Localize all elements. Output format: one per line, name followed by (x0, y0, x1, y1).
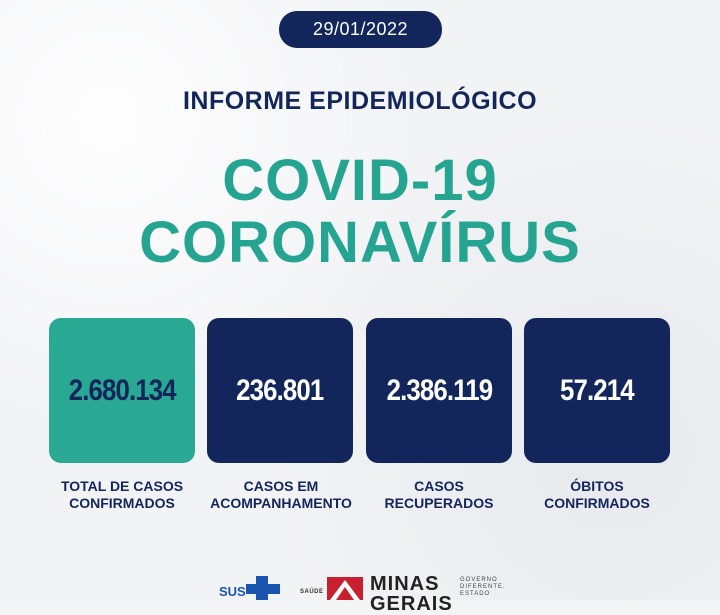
stat-card-recovered (366, 318, 512, 463)
sus-cross-icon (246, 576, 282, 600)
stat-value-total-confirmed: 2.680.134 (68, 373, 176, 407)
stat-label-total-confirmed: TOTAL DE CASOS CONFIRMADOS (60, 478, 184, 511)
stat-value-deaths: 57.214 (560, 373, 634, 407)
stat-value-monitoring: 236.801 (236, 373, 324, 407)
report-subtitle: INFORME EPIDEMIOLÓGICO (182, 87, 538, 115)
stat-card-total-confirmed (49, 318, 195, 463)
minas-gerais-triangle-icon (327, 577, 367, 600)
date-badge: 29/01/2022 (279, 11, 442, 48)
title-covid: COVID-19 (222, 148, 498, 213)
stat-label-recovered: CASOS RECUPERADOS (384, 478, 494, 511)
governo-tagline: GOVERNO DIFERENTE. ESTADO (460, 577, 506, 597)
title-coronavirus: CORONAVÍRUS (139, 210, 581, 275)
stat-card-deaths (524, 318, 670, 463)
minas-gerais-logo-text: MINAS GERAIS (370, 573, 453, 615)
stat-value-recovered: 2.386.119 (386, 373, 492, 407)
saude-label: SAÚDE (300, 589, 324, 595)
stat-label-monitoring: CASOS EM ACOMPANHAMENTO (210, 478, 352, 511)
sus-logo-text: SUS (219, 584, 246, 599)
stat-card-monitoring (207, 318, 353, 463)
stat-label-deaths: ÓBITOS CONFIRMADOS (544, 478, 650, 511)
